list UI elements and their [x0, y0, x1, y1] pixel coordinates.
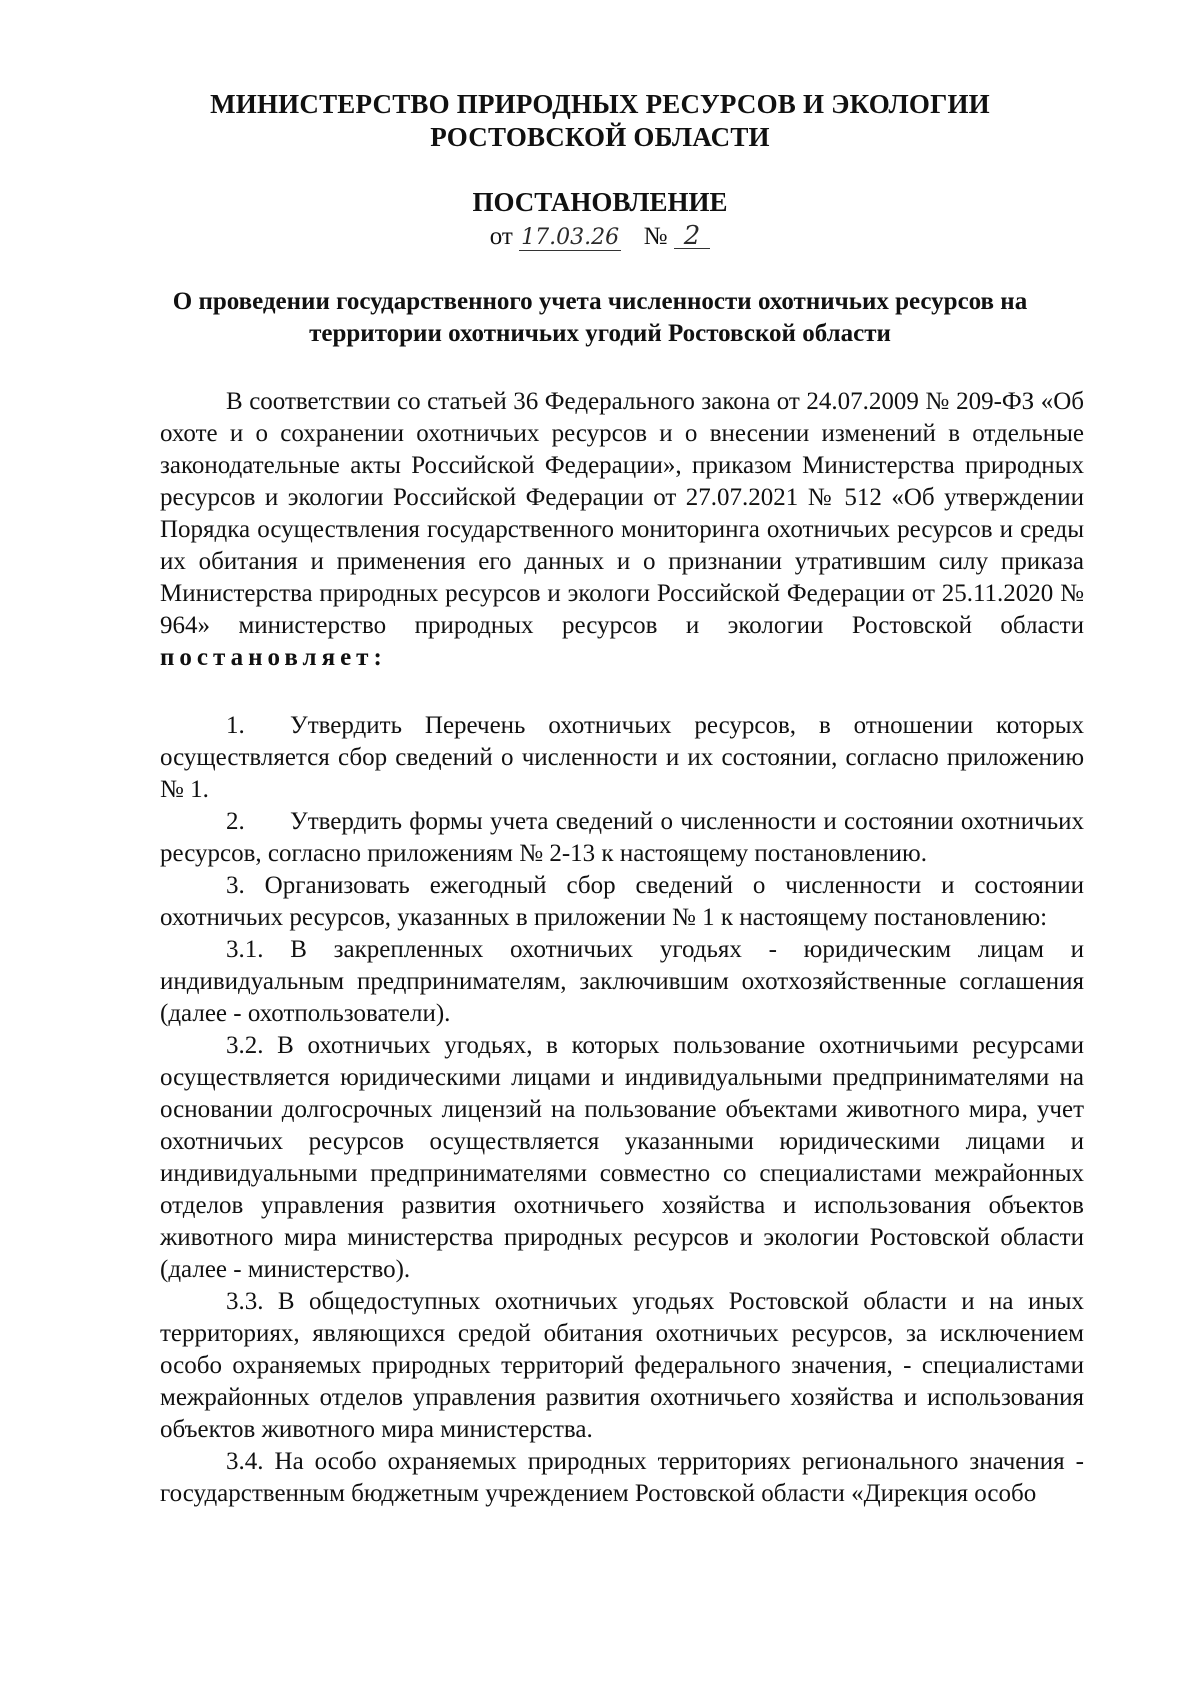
item-number: 3.3.: [226, 1288, 264, 1315]
item-number: 3.1.: [226, 936, 264, 963]
item-text: В охотничьих угодьях, в которых пользование охотничьими ресурсами осуществляется юридическими лицами и индивидуальными предпринимателями на основании долгосрочных лицензий на пользование объектами животного мира, учет охотничьих ресурсов осуществляется указанными юридическими лицами и индивидуальными предпринимателями совместно со специалистами межрайонных отделов управления развития охотничьего хозяйства и использования объектов животного мира министерства природных ресурсов и экологии Ростовской области (далее - министерство).: [160, 1032, 1084, 1283]
item-text: На особо охраняемых природных территориях регионального значения - государственным бюджетным учреждением Ростовской области «Дирекция особо: [160, 1448, 1084, 1507]
number-handwritten: 2: [674, 224, 711, 249]
preamble-paragraph: [160, 386, 1084, 674]
list-item: [160, 806, 1084, 870]
item-text: Утвердить формы учета сведений о численности и состоянии охотничьих ресурсов, согласно приложениям № 2-13 к настоящему постановлению.: [160, 808, 1084, 867]
date-handwritten: 17.03.26: [521, 225, 620, 250]
item-number: 3.2.: [226, 1032, 264, 1059]
item-text: Организовать ежегодный сбор сведений о численности и состоянии охотничьих ресурсов, указанных в приложении № 1 к настоящему постановлению:: [160, 872, 1084, 931]
preamble-text: В соответствии со статьей 36 Федерального закона от 24.07.2009 № 209-ФЗ «Об охоте и о сохранении охотничьих ресурсов и о внесении изменений в отдельные законодательные акты Российской Федерации», приказом Министерства природных ресурсов и экологии Российской Федерации от 27.07.2021 № 512 «Об утверждении Порядка осуществления государственного мониторинга охотничьих ресурсов и среды их обитания и применения его данных и о признании утратившим силу приказа Министерства природных ресурсов и экологи Российской Федерации от 25.11.2020 № 964» министерство природных ресурсов и экологии Ростовской области: [160, 388, 1084, 639]
items-list: [160, 710, 1084, 1510]
item-text: Утвердить Перечень охотничьих ресурсов, в отношении которых осуществляется сбор сведений о численности и их состоянии, согласно приложению № 1.: [160, 712, 1084, 803]
item-number: 3.4.: [226, 1448, 264, 1475]
ministry-name: [0, 88, 1200, 154]
list-item: [160, 1030, 1084, 1286]
list-item: [160, 710, 1084, 806]
preamble: [160, 386, 1084, 674]
ministry-name-line2: РОСТОВСКОЙ ОБЛАСТИ: [430, 122, 770, 152]
decree-word: постановляет:: [160, 644, 387, 671]
number-prefix: №: [643, 223, 668, 250]
list-item: [160, 934, 1084, 1030]
document-date-number: [0, 221, 1200, 253]
ministry-name-line1: МИНИСТЕРСТВО ПРИРОДНЫХ РЕСУРСОВ И ЭКОЛОГИИ: [210, 89, 990, 119]
list-item: [160, 1446, 1084, 1510]
document-type: ПОСТАНОВЛЕНИЕ: [472, 187, 728, 217]
item-number: 2.: [226, 808, 245, 835]
document-subject: [0, 286, 1200, 350]
list-item: [160, 870, 1084, 934]
list-item: [160, 1286, 1084, 1446]
subject-line1: О проведении государственного учета численности охотничьих ресурсов на: [172, 288, 1028, 315]
item-text: В закрепленных охотничьих угодьях - юридическим лицам и индивидуальным предпринимателям, заключившим охотхозяйственные соглашения (далее - охотпользователи).: [160, 936, 1084, 1027]
item-number: 3.: [226, 872, 245, 899]
date-prefix: от: [489, 223, 513, 250]
item-number: 1.: [226, 712, 245, 739]
item-text: В общедоступных охотничьих угодьях Ростовской области и на иных территориях, являющихся средой обитания охотничьих ресурсов, за исключением особо охраняемых природных территорий федерального значения, - специалистами межрайонных отделов управления развития охотничьего хозяйства и использования объектов животного мира министерства.: [160, 1288, 1085, 1443]
subject-line2: территории охотничьих угодий Ростовской области: [309, 320, 891, 347]
